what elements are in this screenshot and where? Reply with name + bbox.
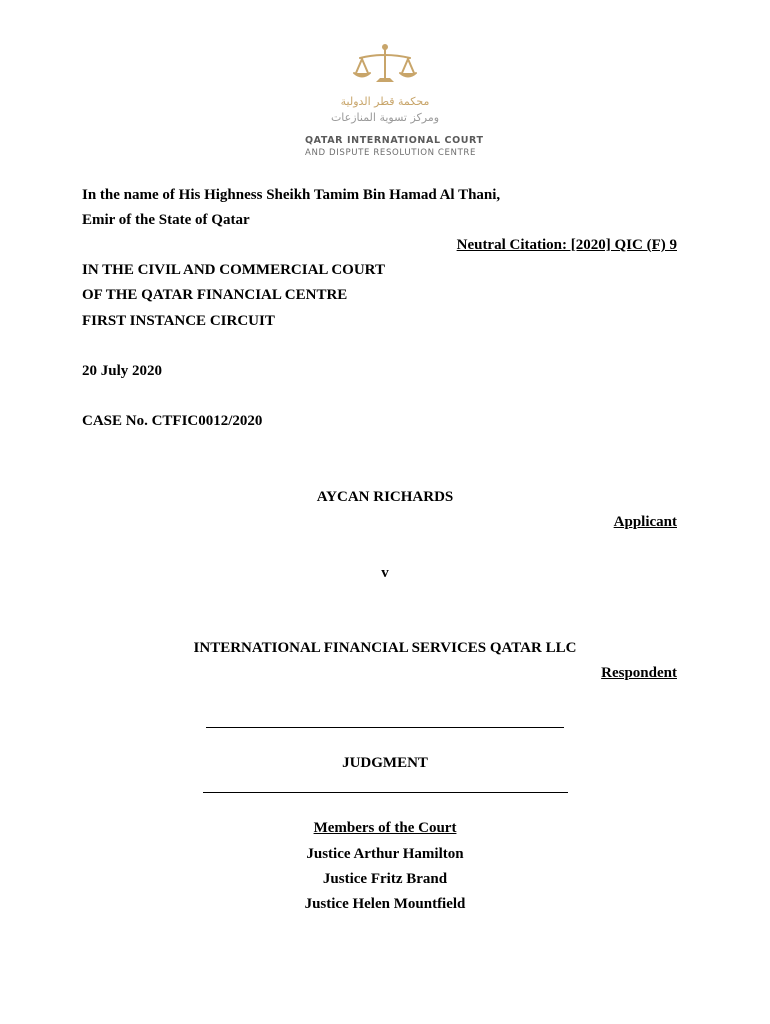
invocation-line-1: In the name of His Highness Sheikh Tamim Bin Hamad Al Thani, — [82, 187, 501, 203]
invocation-line-2: Emir of the State of Qatar — [82, 212, 250, 228]
neutral-citation: Neutral Citation: [2020] QIC (F) 9 — [456, 237, 677, 253]
scales-of-justice-icon — [300, 40, 470, 135]
court-line-2: OF THE QATAR FINANCIAL CENTRE — [82, 287, 348, 303]
logo-arabic-line-2: ومركز تسوية المنازعات — [330, 111, 440, 124]
judgment-date: 20 July 2020 — [82, 363, 163, 379]
members-heading: Members of the Court — [313, 820, 457, 836]
top-rule — [206, 727, 564, 728]
court-logo — [300, 40, 484, 165]
judgment-title: JUDGMENT — [342, 755, 428, 771]
respondent-role: Respondent — [601, 665, 677, 681]
justice-name: Justice Arthur Hamilton — [306, 846, 464, 862]
justice-name: Justice Helen Mountfield — [304, 896, 466, 912]
respondent-name: INTERNATIONAL FINANCIAL SERVICES QATAR LLC — [193, 640, 577, 656]
logo-arabic-line-1: محكمة قطر الدولية — [340, 95, 430, 108]
logo-english-line-2: AND DISPUTE RESOLUTION CENTRE — [305, 148, 477, 158]
case-number: CASE No. CTFIC0012/2020 — [82, 413, 263, 429]
versus: v — [381, 565, 389, 581]
applicant-role: Applicant — [613, 514, 677, 530]
court-line-3: FIRST INSTANCE CIRCUIT — [82, 313, 275, 329]
court-line-1: IN THE CIVIL AND COMMERCIAL COURT — [82, 262, 385, 278]
bottom-rule — [203, 792, 568, 793]
applicant-name: AYCAN RICHARDS — [316, 489, 454, 505]
logo-english-line-1: QATAR INTERNATIONAL COURT — [305, 135, 484, 146]
justice-name: Justice Fritz Brand — [322, 871, 448, 887]
